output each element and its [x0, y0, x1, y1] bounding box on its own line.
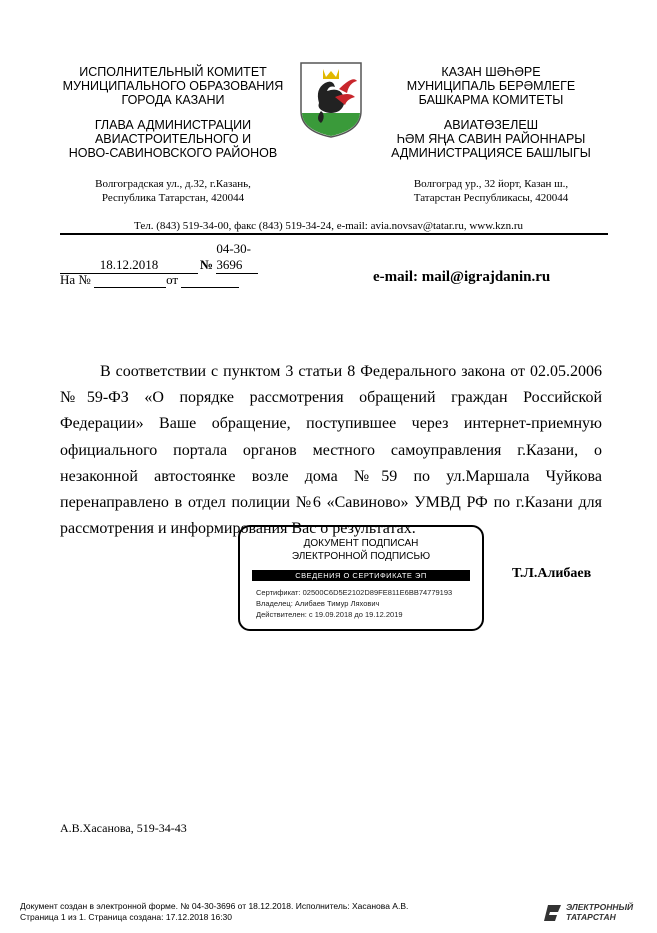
- letter-body: В соответствии с пунктом 3 статьи 8 Федерального закона от 02.05.2006 №59-ФЗ «О порядке рассмотрения обращений граждан Российской Федерации» Ваше обращение, поступившее через интернет-приемную официального портала органов местного самоуправления г.Казани, о незаконной автостоянке возле дома №59 по ул.Маршала Чуйкова перенаправлено в отдел полиции №6 «Савиново» УМВД РФ по г.Казани для рассмотрения и информирования Вас о результатах.: [60, 363, 602, 538]
- logo-text-bottom: ТАТАРСТАН: [566, 912, 616, 922]
- stamp-bar: СВЕДЕНИЯ О СЕРТИФИКАТЕ ЭП: [252, 570, 470, 581]
- footer-line: Страница 1 из 1. Страница создана: 17.12.2018 16:30: [20, 912, 233, 922]
- registration-number: 04-30-3696: [216, 241, 258, 274]
- registration-date: 18.12.2018: [60, 257, 198, 274]
- reference-date-blank: [181, 274, 239, 288]
- header-left-org-line: ИСПОЛНИТЕЛЬНЫЙ КОМИТЕТ: [79, 65, 267, 79]
- header-right-org-line: БАШКАРМА КОМИТЕТЫ: [418, 93, 564, 107]
- header-left-head-line: НОВО-САВИНОВСКОГО РАЙОНОВ: [68, 146, 278, 160]
- header-left-head-line: ГЛАВА АДМИНИСТРАЦИИ: [94, 118, 252, 132]
- header-divider: [60, 233, 608, 235]
- recipient: e-mail: mail@igrajdanin.ru: [373, 269, 551, 285]
- reference-line: [60, 272, 239, 288]
- executor: А.В.Хасанова, 519-34-43: [60, 821, 187, 835]
- header-right-org: [363, 65, 619, 107]
- reference-from-label: от: [166, 272, 179, 287]
- coat-of-arms-icon: [299, 61, 363, 139]
- stamp-owner: Владелец: Алибаев Тимур Ляхович: [256, 599, 380, 608]
- header-right-org-line: КАЗАН ШӘҺӘРЕ: [441, 65, 541, 79]
- header-left-org: [45, 65, 301, 107]
- logo-mark-icon: [544, 904, 562, 922]
- header-right-head-line: АДМИНИСТРАЦИЯСЕ БАШЛЫГЫ: [391, 146, 591, 160]
- header-left-head-line: АВИАСТРОИТЕЛЬНОГО И: [94, 132, 252, 146]
- stamp-certificate: Сертификат: 02500C6D5E2102D89FE811E6BB74779193: [256, 588, 453, 597]
- header-right-address-line: Волгоград ур., 32 йорт, Казан ш.,: [413, 178, 569, 190]
- header-right-address-line: Татарстан Республикасы, 420044: [413, 192, 569, 204]
- header-right-org-line: МУНИЦИПАЛЬ БЕРӘМЛЕГЕ: [406, 79, 576, 93]
- registration-line: [60, 241, 258, 274]
- header-right-head: [363, 118, 619, 160]
- reference-number-blank: [94, 274, 166, 288]
- header-contacts: Тел. (843) 519-34-00, факс (843) 519-34-24, e-mail: avia.novsav@tatar.ru, www.kzn.ru: [134, 220, 523, 232]
- header-left-address-line: Волгоградская ул., д.32, г.Казань,: [95, 178, 251, 190]
- electronic-tatarstan-logo: [544, 902, 636, 924]
- stamp-title: [240, 537, 482, 563]
- header-right-head-line: АВИАТӨЗЕЛЕШ: [443, 118, 539, 132]
- header-right-address: [363, 177, 619, 205]
- signatory: Т.Л.Алибаев: [512, 566, 592, 581]
- registration-number-label: №: [200, 257, 214, 272]
- header-left-address: [45, 177, 301, 205]
- header-left-address-line: Республика Татарстан, 420044: [101, 192, 245, 204]
- footer-info: [20, 901, 408, 923]
- footer-line: Документ создан в электронной форме. № 04-30-3696 от 18.12.2018. Исполнитель: Хасанова А.В.: [20, 901, 409, 911]
- stamp-title-line: ДОКУМЕНТ ПОДПИСАН: [303, 538, 419, 549]
- header-left-head: [45, 118, 301, 160]
- logo-text-top: ЭЛЕКТРОННЫЙ: [566, 902, 634, 912]
- stamp-valid: Действителен: с 19.09.2018 до 19.12.2019: [256, 610, 403, 619]
- signature-stamp: [238, 525, 484, 631]
- reference-label: На №: [60, 272, 91, 287]
- stamp-title-line: ЭЛЕКТРОННОЙ ПОДПИСЬЮ: [291, 551, 431, 562]
- header-right-head-line: ҺӘМ ЯҢА САВИН РАЙОННАРЫ: [396, 132, 586, 146]
- header-left-org-line: ГОРОДА КАЗАНИ: [121, 93, 225, 107]
- header-left-org-line: МУНИЦИПАЛЬНОГО ОБРАЗОВАНИЯ: [62, 79, 284, 93]
